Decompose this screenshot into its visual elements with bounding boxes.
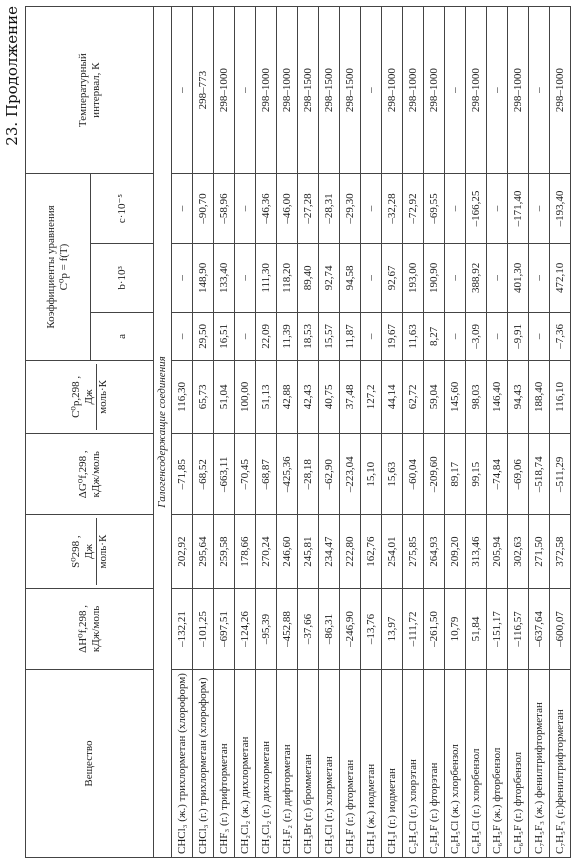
cell-entropy: 264,93 [424, 515, 445, 588]
cell-coef-a: – [529, 313, 550, 361]
cell-temp-range: 298–1000 [466, 7, 487, 174]
cell-temp-range: 298–1000 [508, 7, 529, 174]
cell-coef-b: 94,58 [340, 243, 361, 312]
cell-enthalpy: –261,50 [424, 588, 445, 669]
cell-substance: C₆H₅F (г.) фторбензол [508, 670, 529, 858]
cell-enthalpy: –697,51 [214, 588, 235, 669]
cell-coef-b: – [361, 243, 382, 312]
cell-heat-capacity: 42,88 [277, 360, 298, 433]
cell-gibbs: –425,36 [277, 434, 298, 515]
table-row [193, 7, 214, 858]
cell-substance: C₇H₅F₃ (г.)фенилтрифторметан [550, 670, 571, 858]
table-row [277, 7, 298, 858]
cell-enthalpy: –37,66 [298, 588, 319, 669]
cell-coef-b: – [445, 243, 466, 312]
cell-coef-a: –9,91 [508, 313, 529, 361]
cell-temp-range: 298–1000 [256, 7, 277, 174]
cell-heat-capacity: 62,72 [403, 360, 424, 433]
cell-entropy: 245,81 [298, 515, 319, 588]
cell-heat-capacity: 51,04 [214, 360, 235, 433]
cell-enthalpy: –101,25 [193, 588, 214, 669]
table-row [256, 7, 277, 858]
cell-gibbs: 89,17 [445, 434, 466, 515]
cell-gibbs: 15,63 [382, 434, 403, 515]
table-row [403, 7, 424, 858]
cell-coef-c: –90,70 [193, 174, 214, 243]
cell-heat-capacity: 146,40 [487, 360, 508, 433]
cell-heat-capacity: 127,2 [361, 360, 382, 433]
section-heading: Галогенсодержащие соединения [154, 7, 172, 858]
cell-temp-range: 298–1000 [214, 7, 235, 174]
cell-coef-b: 388,92 [466, 243, 487, 312]
cell-coef-a: 16,51 [214, 313, 235, 361]
table-row [298, 7, 319, 858]
header-cp-units [83, 364, 110, 430]
cell-substance: CHF₃ (г.) трифторметан [214, 670, 235, 858]
cell-substance: C₆H₅F (ж.) фторбензол [487, 670, 508, 858]
cell-entropy: 209,20 [445, 515, 466, 588]
cell-entropy: 202,92 [172, 515, 193, 588]
cell-enthalpy: 10,79 [445, 588, 466, 669]
thermo-table [25, 6, 571, 858]
cell-coef-c: –58,96 [214, 174, 235, 243]
cell-coef-b: 89,40 [298, 243, 319, 312]
table-row [445, 7, 466, 858]
cell-coef-b: 193,00 [403, 243, 424, 312]
cell-gibbs: –511,29 [550, 434, 571, 515]
cell-coef-c: –193,40 [550, 174, 571, 243]
cell-enthalpy: –132,21 [172, 588, 193, 669]
header-coef-c: c·10⁻⁵ [91, 174, 154, 243]
cell-coef-a: 29,50 [193, 313, 214, 361]
cell-heat-capacity: 116,10 [550, 360, 571, 433]
cell-gibbs: –663,11 [214, 434, 235, 515]
header-entropy-num: Дж [83, 518, 97, 584]
cell-enthalpy: –124,26 [235, 588, 256, 669]
cell-coef-a: 15,57 [319, 313, 340, 361]
cell-gibbs: –209,60 [424, 434, 445, 515]
cell-substance: CH₂Cl₂ (г.) дихлорметан [256, 670, 277, 858]
cell-gibbs: –68,52 [193, 434, 214, 515]
header-gibbs: ΔG⁰f,298 , кДж/моль [26, 434, 154, 515]
cell-entropy: 302,63 [508, 515, 529, 588]
table-row [235, 7, 256, 858]
cell-coef-a: 18,53 [298, 313, 319, 361]
header-coef-a: a [91, 313, 154, 361]
cell-substance: CH₃Br (г.) бромметан [298, 670, 319, 858]
cell-enthalpy: –116,57 [508, 588, 529, 669]
cell-substance: CH₃Cl (г.) хлорметан [319, 670, 340, 858]
cell-enthalpy: –86,31 [319, 588, 340, 669]
cell-enthalpy: –111,72 [403, 588, 424, 669]
cell-entropy: 295,64 [193, 515, 214, 588]
cell-gibbs: –69,06 [508, 434, 529, 515]
header-enthalpy: ΔH⁰f,298 , кДж/моль [26, 588, 154, 669]
cell-heat-capacity: 94,43 [508, 360, 529, 433]
cell-coef-b: 118,20 [277, 243, 298, 312]
cell-temp-range: – [487, 7, 508, 174]
cell-coef-a: 8,27 [424, 313, 445, 361]
table-row [529, 7, 550, 858]
table-row [466, 7, 487, 858]
cell-coef-b: 148,90 [193, 243, 214, 312]
cell-gibbs: –71,85 [172, 434, 193, 515]
cell-coef-a: 11,87 [340, 313, 361, 361]
header-entropy [26, 515, 154, 588]
cell-substance: C₆H₅Cl (г.) хлорбензол [466, 670, 487, 858]
cell-coef-c: – [529, 174, 550, 243]
cell-coef-c: –72,92 [403, 174, 424, 243]
table-row [382, 7, 403, 858]
cell-coef-c: – [235, 174, 256, 243]
cell-coef-c: –28,31 [319, 174, 340, 243]
cell-temp-range: – [235, 7, 256, 174]
cell-heat-capacity: 59,04 [424, 360, 445, 433]
header-entropy-den: моль·К [96, 534, 109, 569]
cell-entropy: 178,66 [235, 515, 256, 588]
cell-coef-a: 19,67 [382, 313, 403, 361]
cell-temp-range: 298–1500 [340, 7, 361, 174]
cell-entropy: 313,46 [466, 515, 487, 588]
cell-entropy: 270,24 [256, 515, 277, 588]
cell-enthalpy: –151,17 [487, 588, 508, 669]
cell-gibbs: –518,74 [529, 434, 550, 515]
cell-entropy: 246,60 [277, 515, 298, 588]
header-cp-num: Дж [83, 364, 97, 430]
cell-coef-b: 92,67 [382, 243, 403, 312]
header-cp-symbol: C⁰p,298 , [69, 375, 82, 418]
table-row [214, 7, 235, 858]
cell-coef-c: –27,28 [298, 174, 319, 243]
header-coef-b: b·10³ [91, 243, 154, 312]
cell-entropy: 234,47 [319, 515, 340, 588]
header-coefficients: Коэффициенты уравнения C⁰p = f(T) [26, 174, 91, 360]
cell-temp-range: 298–1500 [319, 7, 340, 174]
cell-heat-capacity: 44,14 [382, 360, 403, 433]
table-row [172, 7, 193, 858]
cell-temp-range: – [172, 7, 193, 174]
cell-gibbs: –60,04 [403, 434, 424, 515]
header-cp-den: моль·К [96, 380, 109, 414]
cell-substance: CH₃I (г.) иодметан [382, 670, 403, 858]
cell-coef-a: – [235, 313, 256, 361]
cell-substance: CHCl₃ (ж.) трихлорметан (хлороформ) [172, 670, 193, 858]
cell-coef-c: –166,25 [466, 174, 487, 243]
cell-enthalpy: –13,76 [361, 588, 382, 669]
cell-substance: CH₂F₂ (г.) дифторметан [277, 670, 298, 858]
table-row [487, 7, 508, 858]
cell-coef-a: – [487, 313, 508, 361]
cell-substance: CHCl₃ (г.) трихлорметан (хлороформ) [193, 670, 214, 858]
cell-coef-c: –32,28 [382, 174, 403, 243]
cell-temp-range: 298–1000 [382, 7, 403, 174]
cell-coef-c: – [361, 174, 382, 243]
cell-substance: C₂H₅Cl (г.) хлорэтан [403, 670, 424, 858]
cell-gibbs: –223,04 [340, 434, 361, 515]
table-row [361, 7, 382, 858]
cell-coef-b: – [529, 243, 550, 312]
cell-temp-range: – [529, 7, 550, 174]
cell-entropy: 259,58 [214, 515, 235, 588]
cell-entropy: 222,80 [340, 515, 361, 588]
cell-coef-a: –3,09 [466, 313, 487, 361]
cell-enthalpy: –246,90 [340, 588, 361, 669]
cell-temp-range: 298–1000 [550, 7, 571, 174]
cell-temp-range: 298–1500 [298, 7, 319, 174]
cell-coef-c: –46,36 [256, 174, 277, 243]
cell-heat-capacity: 98,03 [466, 360, 487, 433]
cell-enthalpy: –600,07 [550, 588, 571, 669]
cell-entropy: 275,85 [403, 515, 424, 588]
cell-entropy: 271,50 [529, 515, 550, 588]
cell-coef-b: 92,74 [319, 243, 340, 312]
table-row [424, 7, 445, 858]
cell-enthalpy: 51,84 [466, 588, 487, 669]
cell-heat-capacity: 145,60 [445, 360, 466, 433]
cell-temp-range: 298–1000 [424, 7, 445, 174]
cell-gibbs: 15,10 [361, 434, 382, 515]
cell-coef-c: – [172, 174, 193, 243]
cell-substance: CH₃F (г.) фторметан [340, 670, 361, 858]
cell-coef-b: – [487, 243, 508, 312]
table-caption: 23. Продолжение [3, 6, 21, 146]
cell-temp-range: 298–1000 [277, 7, 298, 174]
cell-temp-range: – [361, 7, 382, 174]
table-row [319, 7, 340, 858]
header-temp-range: Температурный интервал, К [26, 7, 154, 174]
cell-heat-capacity: 42,43 [298, 360, 319, 433]
cell-coef-b: 401,30 [508, 243, 529, 312]
cell-enthalpy: –637,64 [529, 588, 550, 669]
cell-entropy: 205,94 [487, 515, 508, 588]
cell-coef-c: –171,40 [508, 174, 529, 243]
cell-substance: CH₂Cl₂ (ж.) дихлорметан [235, 670, 256, 858]
cell-substance: C₇H₅F₃ (ж.) фенилтрифторметан [529, 670, 550, 858]
cell-coef-b: 190,90 [424, 243, 445, 312]
cell-entropy: 372,58 [550, 515, 571, 588]
cell-coef-c: –69,55 [424, 174, 445, 243]
cell-temp-range: 298–773 [193, 7, 214, 174]
cell-coef-a: 11,63 [403, 313, 424, 361]
cell-coef-c: –29,30 [340, 174, 361, 243]
cell-coef-b: 133,40 [214, 243, 235, 312]
header-entropy-units [83, 518, 110, 584]
cell-heat-capacity: 100,00 [235, 360, 256, 433]
cell-gibbs: –74,84 [487, 434, 508, 515]
cell-gibbs: 99,15 [466, 434, 487, 515]
cell-coef-b: 111,30 [256, 243, 277, 312]
cell-entropy: 162,76 [361, 515, 382, 588]
cell-heat-capacity: 40,75 [319, 360, 340, 433]
cell-gibbs: –68,87 [256, 434, 277, 515]
cell-heat-capacity: 116,30 [172, 360, 193, 433]
cell-heat-capacity: 37,48 [340, 360, 361, 433]
cell-coef-b: – [172, 243, 193, 312]
cell-coef-b: – [235, 243, 256, 312]
cell-temp-range: 298–1000 [403, 7, 424, 174]
cell-heat-capacity: 188,40 [529, 360, 550, 433]
cell-temp-range: – [445, 7, 466, 174]
cell-substance: CH₃I (ж.) иодметан [361, 670, 382, 858]
cell-substance: C₂H₅F (г.) фторэтан [424, 670, 445, 858]
header-heat-capacity [26, 360, 154, 433]
table-row [340, 7, 361, 858]
table-row [550, 7, 571, 858]
cell-coef-a: – [445, 313, 466, 361]
cell-coef-a: 11,39 [277, 313, 298, 361]
cell-gibbs: –28,18 [298, 434, 319, 515]
cell-coef-b: 472,10 [550, 243, 571, 312]
cell-heat-capacity: 65,73 [193, 360, 214, 433]
cell-coef-a: – [172, 313, 193, 361]
cell-gibbs: –70,45 [235, 434, 256, 515]
cell-coef-c: – [445, 174, 466, 243]
cell-gibbs: –62,90 [319, 434, 340, 515]
table-row [508, 7, 529, 858]
cell-coef-a: –7,36 [550, 313, 571, 361]
cell-substance: C₆H₅Cl (ж.) хлорбензол [445, 670, 466, 858]
cell-entropy: 254,01 [382, 515, 403, 588]
cell-enthalpy: –95,39 [256, 588, 277, 669]
cell-coef-c: – [487, 174, 508, 243]
cell-coef-c: –46,00 [277, 174, 298, 243]
cell-coef-a: 22,09 [256, 313, 277, 361]
cell-enthalpy: 13,97 [382, 588, 403, 669]
header-entropy-symbol: S⁰298 , [69, 535, 82, 568]
header-substance: Вещество [26, 670, 154, 858]
table-body [154, 7, 571, 858]
cell-coef-a: – [361, 313, 382, 361]
cell-enthalpy: –452,88 [277, 588, 298, 669]
cell-heat-capacity: 51,13 [256, 360, 277, 433]
